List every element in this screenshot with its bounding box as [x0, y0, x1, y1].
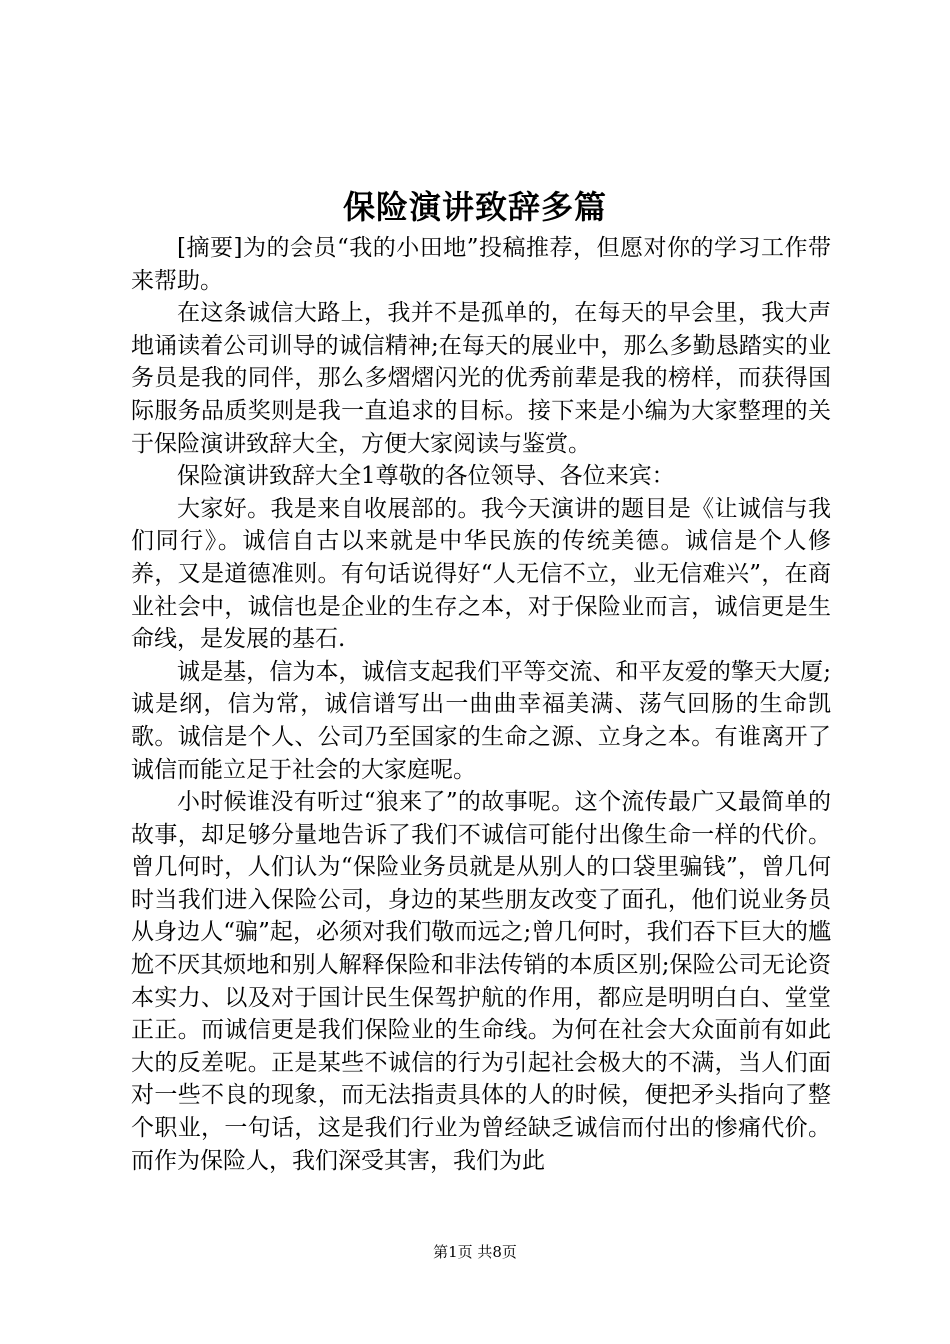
paragraph-intro: 在这条诚信大路上，我并不是孤单的，在每天的早会里，我大声地诵读着公司训导的诚信精神;在每天的展业中，那么多勤恳踏实的业务员是我的同伴，那么多熠熠闪光的优秀前辈是我的榜样，而获得国际服务品质奖则是我一直追求的目标。接下来是小编为大家整理的关于保险演讲致辞大全，方便大家阅读与鉴赏。: [131, 300, 831, 457]
paragraph-story: 小时候谁没有听过“狼来了”的故事呢。这个流传最广又最简单的故事，却足够分量地告诉了我们不诚信可能付出像生命一样的代价。曾几何时，人们认为“保险业务员就是从别人的口袋里骗钱”，曾几何时当我们进入保险公司，身边的某些朋友改变了面孔，他们说业务员从身边人“骗”起，必须对我们敬而远之;曾几何时，我们吞下巨大的尴尬不厌其烦地和别人解释保险和非法传销的本质区别;保险公司无论资本实力、以及对于国计民生保驾护航的作用，都应是明明白白、堂堂正正。而诚信更是我们保险业的生命线。为何在社会大众面前有如此大的反差呢。正是某些不诚信的行为引起社会极大的不满，当人们面对一些不良的现象，而无法指责具体的人的时候，便把矛头指向了整个职业，一句话，这是我们行业为曾经缺乏诚信而付出的惨痛代价。而作为保险人，我们深受其害，我们为此: [131, 789, 831, 1174]
paragraph-salutation: 保险演讲致辞大全1尊敬的各位领导、各位来宾：: [177, 463, 675, 490]
paragraph-summary: [摘要]为的会员“我的小田地”投稿推荐，但愿对你的学习工作带来帮助。: [131, 235, 831, 294]
document-body: [131, 232, 831, 1177]
paragraph-integrity: 诚是基，信为本，诚信支起我们平等交流、和平友爱的擎天大厦;诚是纲，信为常，诚信谱写出一曲曲幸福美满、荡气回肠的生命凯歌。诚信是个人、公司乃至国家的生命之源、立身之本。有谁离开了诚信而能立足于社会的大家庭呢。: [131, 658, 831, 783]
paragraph-greeting: 大家好。我是来自收展部的。我今天演讲的题目是《让诚信与我们同行》。诚信自古以来就是中华民族的传统美德。诚信是个人修养，又是道德准则。有句话说得好“人无信不立，业无信难兴”，在商业社会中，诚信也是企业的生存之本，对于保险业而言，诚信更是生命线，是发展的基石.: [131, 495, 831, 653]
page-footer: 第1页 共8页: [433, 1243, 517, 1261]
page-title: 保险演讲致辞多篇: [342, 188, 607, 226]
